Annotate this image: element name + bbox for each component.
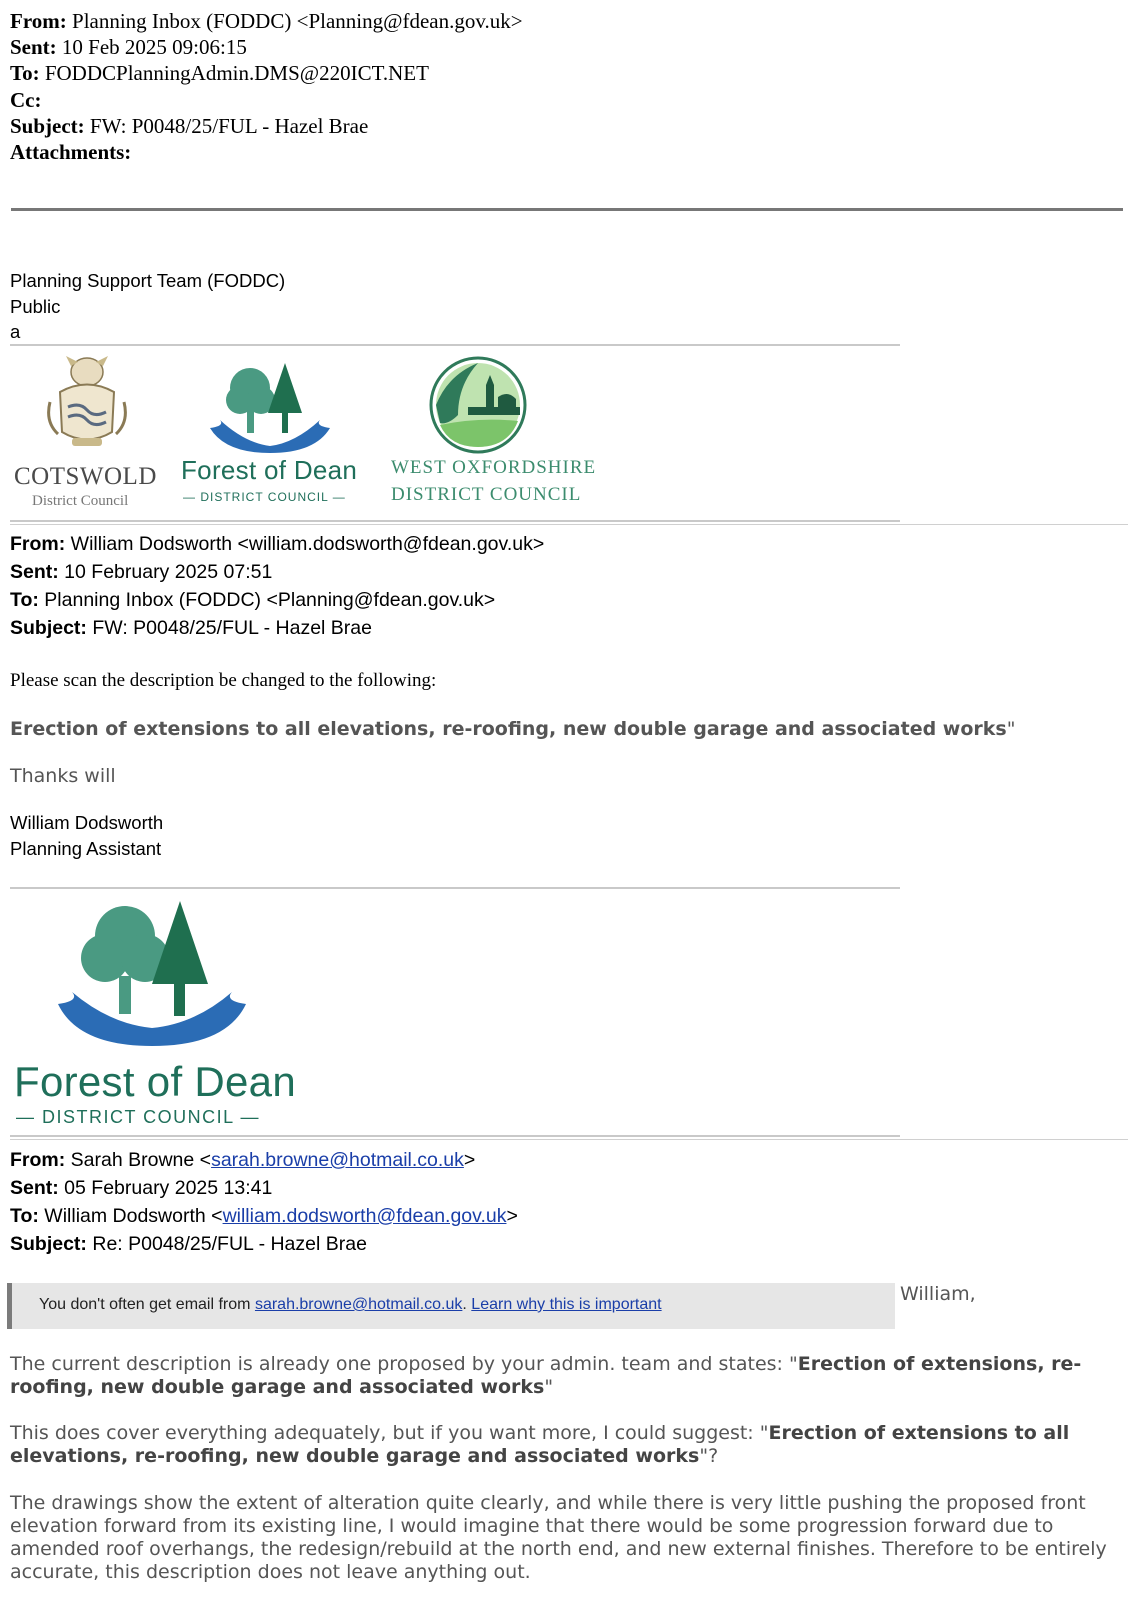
sent-row [10,34,523,60]
forwarded-email-header [10,530,544,642]
fod-logo-sub-large: — DISTRICT COUNCIL — [16,1107,261,1127]
to-value: FODDCPlanningAdmin.DMS@220ICT.NET [44,61,429,86]
p2-end: "? [699,1445,719,1467]
fod-logo-sub-small: — DISTRICT COUNCIL — [183,490,346,504]
p1-bold: Erection of extensions, re-roofing, new double garage and associated works [10,1353,1082,1398]
external-sender-text [39,1296,662,1314]
fwd-description-quote: " [1006,718,1016,740]
p1-end: " [544,1376,554,1398]
orig-to-name: William Dodsworth < [44,1205,223,1227]
fwd-thanks: Thanks will [10,765,116,787]
to-label: To: [10,61,40,86]
email-header [10,8,523,165]
fwd-subject-value: FW: P0048/25/FUL - Hazel Brae [92,617,372,639]
team-extra: a [10,321,21,342]
fwd-subject-row [10,614,544,642]
subject-value: FW: P0048/25/FUL - Hazel Brae [89,113,369,138]
fwd-to-row [10,586,544,614]
cotswold-crest-logo [40,352,135,452]
fod-logo-name-large: Forest of Dean [14,1058,296,1105]
orig-sent-row [10,1174,518,1202]
fod-logo-sub-text-large: DISTRICT COUNCIL [42,1107,235,1127]
signature-title: Planning Assistant [10,837,162,859]
header-divider [11,208,1123,211]
p2-text: This does cover everything adequately, but if you want more, I could suggest: " [10,1422,769,1444]
orig-to-close: > [506,1205,518,1227]
body-paragraph-2 [10,1422,1120,1468]
orig-from-row [10,1146,518,1174]
divider [10,887,900,889]
divider [10,520,900,522]
team-block [10,268,285,345]
cotswold-logo-name: COTSWOLD [14,463,157,490]
external-sender-banner [7,1283,895,1329]
forest-of-dean-logo-large [50,896,260,1051]
orig-from-email-link[interactable]: sarah.browne@hotmail.co.uk [211,1149,464,1171]
signature-name: William Dodsworth [10,812,164,833]
fwd-to-value: Planning Inbox (FODDC) <Planning@fdean.gov.uk> [44,589,496,611]
p2-bold: Erection of extensions to all elevations, re-roofing, new double garage and associated works [10,1422,1070,1467]
cc-row [10,87,523,113]
attachments-label: Attachments: [10,140,132,165]
fod-logo-name-small: Forest of Dean [181,455,358,485]
notice-email-link[interactable]: sarah.browne@hotmail.co.uk [254,1296,463,1313]
subject-label: Subject: [10,113,85,138]
orig-from-label: From: [10,1149,66,1171]
greeting: William, [900,1283,976,1305]
to-row [10,60,523,86]
fwd-description-text: Erection of extensions to all elevations, re-roofing, new double garage and associated works [10,718,1007,740]
notice-dot: . [462,1296,467,1313]
signature [10,810,163,861]
sent-value: 10 Feb 2025 09:06:15 [61,35,247,60]
divider [10,1139,1128,1140]
subject-row [10,113,523,139]
attachments-row [10,139,523,165]
orig-subject-label: Subject: [10,1233,87,1255]
from-label: From: [10,9,67,33]
orig-subject-row [10,1230,518,1258]
from-row [10,8,523,34]
orig-sent-value: 05 February 2025 13:41 [64,1177,273,1199]
original-email-header [10,1146,518,1258]
wo-logo-line2: DISTRICT COUNCIL [391,484,582,505]
cotswold-logo-sub: District Council [32,493,129,509]
orig-to-row [10,1202,518,1230]
team-classification: Public [10,295,61,317]
body-paragraph-3: The drawings show the extent of alteration quite clearly, and while there is very little pushing the proposed front elevation forward from its existing line, I would imagine that there would be some progression forward due to amended roof overhangs, the redesign/rebuild at the north end, and new external finishes. Therefore to be entirely accurate, this description does not leave anything out. [10,1492,1107,1583]
orig-from-name: Sarah Browne < [70,1149,212,1171]
fwd-to-label: To: [10,589,39,611]
p1-text: The current description is already one proposed by your admin. team and states: " [10,1353,798,1375]
fwd-sent-row [10,558,544,586]
fod-logo-sub-text-small: DISTRICT COUNCIL [200,490,329,504]
fwd-from-label: From: [10,533,66,555]
divider [10,524,1128,525]
wo-logo-line1: WEST OXFORDSHIRE [391,457,597,478]
fwd-subject-label: Subject: [10,617,87,639]
fwd-body-line: Please scan the description be changed to the following: [10,670,437,691]
orig-to-email-link[interactable]: william.dodsworth@fdean.gov.uk [222,1205,507,1227]
fwd-sent-label: Sent: [10,561,59,583]
divider [10,1135,900,1137]
orig-subject-value: Re: P0048/25/FUL - Hazel Brae [92,1233,367,1255]
learn-why-link[interactable]: Learn why this is important [471,1296,662,1313]
cc-label: Cc: [10,87,42,112]
orig-to-label: To: [10,1205,39,1227]
orig-from-close: > [463,1149,476,1171]
fwd-sent-value: 10 February 2025 07:51 [64,561,273,583]
sent-label: Sent: [10,35,57,60]
divider [10,344,900,346]
from-value: Planning Inbox (FODDC) <Planning@fdean.gov.uk> [72,9,523,33]
orig-sent-label: Sent: [10,1177,59,1199]
notice-prefix: You don't often get email from [39,1296,255,1313]
fwd-from-value: William Dodsworth <william.dodsworth@fdean.gov.uk> [70,533,545,555]
forest-of-dean-logo-small [205,358,335,458]
body-paragraph-1 [10,1353,1120,1399]
team-name: Planning Support Team (FODDC) [10,270,286,291]
west-oxfordshire-logo [428,355,528,455]
fwd-from-row [10,530,544,558]
fwd-description [10,718,1015,740]
